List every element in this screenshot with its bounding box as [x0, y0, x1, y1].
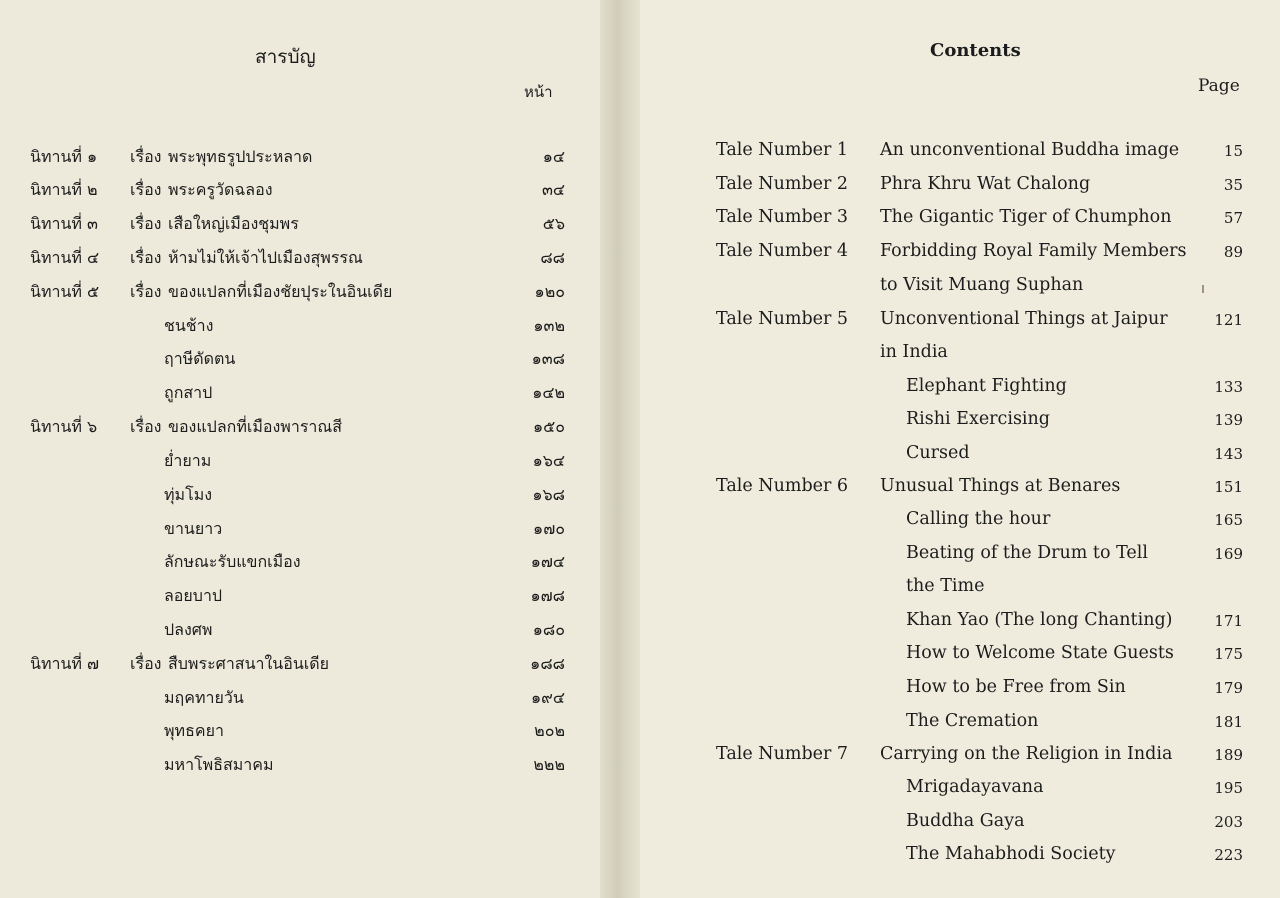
thai-subentry [30, 381, 565, 407]
english-subentry [716, 777, 1243, 805]
english-subentry [716, 811, 1243, 839]
thai-tale-entry [30, 212, 565, 238]
english-entry-title: The Gigantic Tiger of Chumphon [880, 207, 1172, 227]
english-entry-title: Unusual Things at Benares [880, 476, 1121, 496]
english-entry-page: 181 [1214, 713, 1243, 731]
thai-subentry [30, 686, 565, 712]
english-tale-number: Tale Number 4 [716, 241, 849, 261]
paper-mark [1202, 285, 1204, 293]
thai-tale-entry [30, 652, 565, 678]
thai-entry-page: ๑๒๐ [534, 282, 565, 301]
english-title-continuation [716, 342, 1243, 370]
english-contents-title: Contents [930, 40, 1021, 61]
thai-tale-number: นิทานที่ ๒ [30, 180, 98, 199]
english-subentry [716, 576, 1243, 604]
english-entry-title: The Mahabhodi Society [906, 844, 1116, 864]
english-entry-page: 171 [1214, 612, 1243, 630]
thai-entry-page: ๑๘๐ [532, 620, 565, 639]
english-entry-title: An unconventional Buddha image [880, 140, 1180, 160]
english-entry-page: 175 [1214, 645, 1243, 663]
thai-entry-title: พระพุทธรูปประหลาด [168, 147, 313, 166]
thai-story-word: เรื่อง [130, 282, 162, 301]
thai-entry-title: เสือใหญ่เมืองชุมพร [168, 214, 299, 233]
english-tale-entry [716, 174, 1243, 202]
english-tale-entry [716, 140, 1243, 168]
english-entry-title: Rishi Exercising [906, 409, 1050, 429]
thai-entry-page: ๓๔ [541, 180, 565, 199]
english-entry-page: 203 [1214, 813, 1243, 831]
english-subentry [716, 443, 1243, 471]
thai-entry-page: ๑๓๘ [531, 349, 565, 368]
thai-entry-title: ฤาษีดัดตน [164, 349, 236, 368]
english-tale-entry [716, 476, 1243, 504]
english-tale-entry [716, 241, 1243, 269]
thai-entry-title: สืบพระศาสนาในอินเดีย [168, 654, 330, 673]
thai-entry-page: ๑๔๒ [532, 383, 565, 402]
thai-entry-page: ๑๕๐ [532, 417, 565, 436]
thai-entry-page: ๑๙๔ [531, 688, 565, 707]
english-entry-page: 151 [1214, 478, 1243, 496]
thai-story-word: เรื่อง [130, 654, 162, 673]
english-entry-page: 189 [1214, 746, 1243, 764]
thai-story-word: เรื่อง [130, 147, 162, 166]
thai-entry-title: พุทธคยา [164, 721, 224, 740]
english-subentry [716, 643, 1243, 671]
english-tale-number: Tale Number 1 [716, 140, 849, 160]
thai-entry-page: ๑๘๘ [530, 654, 565, 673]
thai-story-word: เรื่อง [130, 214, 162, 233]
english-tale-entry [716, 744, 1243, 772]
thai-contents-page [0, 0, 600, 898]
thai-story-word: เรื่อง [130, 248, 162, 267]
english-entry-title: Mrigadayavana [906, 777, 1044, 797]
thai-entry-page: ๑๖๘ [532, 485, 565, 504]
thai-subentry [30, 483, 565, 509]
english-entry-page: 195 [1214, 779, 1243, 797]
english-subentry [716, 543, 1243, 571]
thai-subentry [30, 618, 565, 644]
english-tale-number: Tale Number 2 [716, 174, 849, 194]
english-entry-title: The Cremation [906, 711, 1039, 731]
english-entry-page: 15 [1223, 142, 1243, 160]
english-title-continuation [716, 275, 1243, 303]
thai-tale-entry [30, 415, 565, 441]
english-entry-page: 179 [1214, 679, 1243, 697]
english-entry-title: Forbidding Royal Family Members [880, 241, 1187, 261]
english-entry-title: How to be Free from Sin [906, 677, 1126, 697]
thai-entry-title: มหาโพธิสมาคม [164, 755, 274, 774]
thai-tale-number: นิทานที่ ๓ [30, 214, 98, 233]
thai-contents-title: สารบัญ [255, 46, 316, 68]
thai-story-word: เรื่อง [130, 417, 162, 436]
thai-entry-page: ๑๓๒ [533, 316, 565, 335]
english-entry-title: to Visit Muang Suphan [880, 275, 1084, 295]
english-entry-page: 165 [1214, 511, 1243, 529]
thai-subentry [30, 719, 565, 745]
english-entry-page: 57 [1223, 209, 1243, 227]
thai-tale-entry [30, 145, 565, 171]
thai-subentry [30, 347, 565, 373]
english-entry-page: 89 [1223, 243, 1243, 261]
thai-tale-number: นิทานที่ ๕ [30, 282, 100, 301]
thai-entry-title: ห้ามไม่ให้เจ้าไปเมืองสุพรรณ [168, 248, 363, 267]
thai-subentry [30, 584, 565, 610]
english-tale-entry [716, 309, 1243, 337]
thai-tale-number: นิทานที่ ๗ [30, 654, 100, 673]
thai-entry-title: ลอยบาป [164, 586, 223, 605]
english-entry-title: Buddha Gaya [906, 811, 1025, 831]
thai-tale-number: นิทานที่ ๔ [30, 248, 100, 267]
english-contents-page [640, 0, 1280, 898]
thai-subentry [30, 550, 565, 576]
english-entry-page: 35 [1223, 176, 1243, 194]
thai-entry-title: ขานยาว [164, 519, 223, 538]
thai-tale-entry [30, 280, 565, 306]
english-entry-title: Phra Khru Wat Chalong [880, 174, 1091, 194]
english-entry-title: in India [880, 342, 948, 362]
thai-entry-page: ๑๗๐ [533, 519, 565, 538]
thai-entry-title: ย่ำยาม [164, 451, 212, 470]
thai-entry-page: ๒๒๒ [533, 755, 565, 774]
thai-entry-page: ๒๐๒ [534, 721, 565, 740]
english-tale-entry [716, 207, 1243, 235]
thai-subentry [30, 449, 565, 475]
thai-subentry [30, 517, 565, 543]
english-entry-title: the Time [906, 576, 985, 596]
thai-story-word: เรื่อง [130, 180, 162, 199]
thai-entry-page: ๑๖๔ [532, 451, 565, 470]
english-subentry [716, 509, 1243, 537]
english-entry-title: Cursed [906, 443, 970, 463]
thai-entry-title: ลักษณะรับแขกเมือง [164, 552, 301, 571]
english-subentry [716, 677, 1243, 705]
english-entry-page: 143 [1214, 445, 1243, 463]
thai-entry-title: ทุ่มโมง [164, 485, 213, 504]
english-subentry [716, 409, 1243, 437]
thai-entry-page: ๑๗๘ [530, 586, 565, 605]
thai-entry-page: ๕๖ [542, 214, 565, 233]
english-tale-number: Tale Number 6 [716, 476, 849, 496]
english-tale-number: Tale Number 3 [716, 207, 849, 227]
thai-tale-entry [30, 246, 565, 272]
thai-entry-title: ของแปลกที่เมืองพาราณสี [168, 417, 343, 436]
english-entry-title: Carrying on the Religion in India [880, 744, 1173, 764]
thai-tale-number: นิทานที่ ๑ [30, 147, 98, 166]
thai-entry-page: ๑๗๔ [530, 552, 565, 571]
english-entry-page: 139 [1214, 411, 1243, 429]
thai-tale-entry [30, 178, 565, 204]
thai-subentry [30, 314, 565, 340]
english-subentry [716, 376, 1243, 404]
thai-entry-title: ปลงศพ [164, 620, 213, 639]
english-entry-title: Beating of the Drum to Tell [906, 543, 1148, 563]
english-tale-number: Tale Number 7 [716, 744, 849, 764]
english-tale-number: Tale Number 5 [716, 309, 849, 329]
thai-entry-page: ๑๔ [542, 147, 565, 166]
thai-subentry [30, 753, 565, 779]
english-entry-page: 133 [1214, 378, 1243, 396]
english-page-column-header: Page [1198, 76, 1240, 96]
english-entry-title: Calling the hour [906, 509, 1051, 529]
english-subentry [716, 844, 1243, 872]
thai-entry-page: ๘๘ [540, 248, 565, 267]
thai-entry-title: พระครูวัดฉลอง [168, 180, 273, 199]
english-entry-page: 121 [1214, 311, 1243, 329]
book-gutter [600, 0, 640, 898]
thai-entry-title: ชนช้าง [164, 316, 214, 335]
english-entry-title: Elephant Fighting [906, 376, 1067, 396]
thai-page-column-header: หน้า [524, 83, 553, 101]
english-entry-title: How to Welcome State Guests [906, 643, 1174, 663]
thai-entry-title: มฤคทายวัน [164, 688, 244, 707]
english-entry-page: 169 [1214, 545, 1243, 563]
english-subentry [716, 610, 1243, 638]
thai-entry-title: ของแปลกที่เมืองชัยปุระในอินเดีย [168, 282, 393, 301]
english-entry-title: Khan Yao (The long Chanting) [906, 610, 1173, 630]
thai-tale-number: นิทานที่ ๖ [30, 417, 98, 436]
english-subentry [716, 711, 1243, 739]
english-entry-title: Unconventional Things at Jaipur [880, 309, 1168, 329]
thai-entry-title: ถูกสาป [164, 383, 213, 402]
english-entry-page: 223 [1214, 846, 1243, 864]
